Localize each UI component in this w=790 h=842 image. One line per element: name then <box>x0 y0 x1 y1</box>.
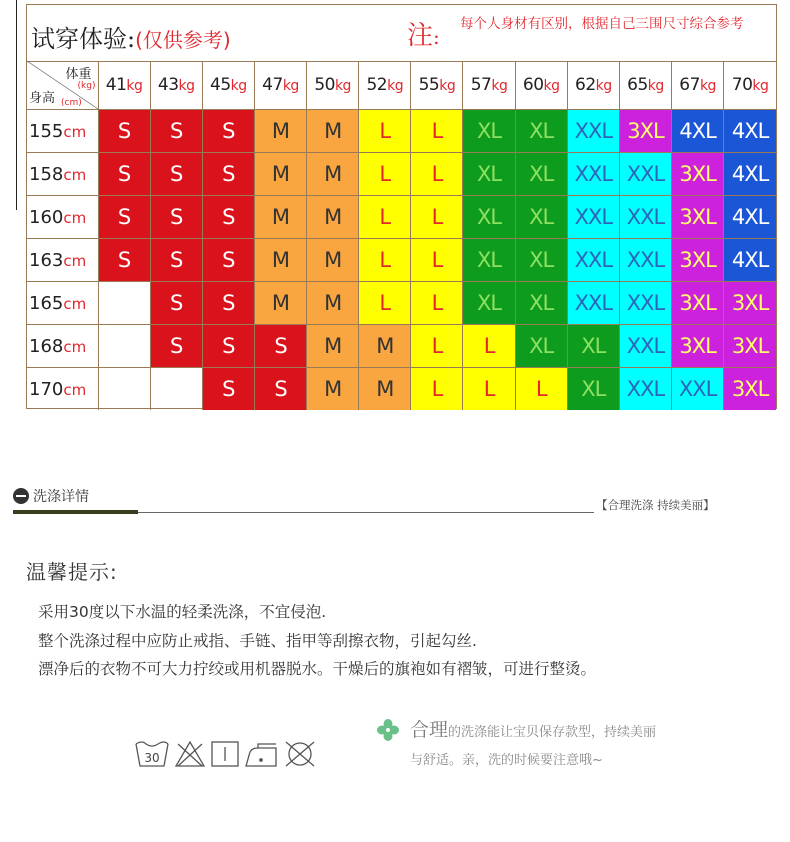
size-cell: L <box>515 368 567 411</box>
weight-value: 45 <box>210 75 231 95</box>
size-cell: XXL <box>567 153 619 196</box>
height-value: 168 <box>29 335 64 357</box>
care-symbols <box>134 736 320 772</box>
size-cell: L <box>411 153 463 196</box>
wash-temp-label: 30 <box>144 751 160 765</box>
size-cell: M <box>254 196 306 239</box>
size-cell: 3XL <box>619 110 671 153</box>
size-cell: M <box>307 239 359 282</box>
note-label <box>407 15 440 52</box>
size-cell: 3XL <box>672 196 724 239</box>
size-cell: XL <box>463 196 515 239</box>
chart-title-text: 试穿体验: <box>31 25 136 53</box>
size-cell: S <box>202 368 254 411</box>
weight-header-cell <box>254 61 306 110</box>
weight-unit: kg <box>543 78 560 94</box>
size-cell: XL <box>515 325 567 368</box>
size-cell: XL <box>567 368 619 411</box>
size-cell: S <box>150 325 202 368</box>
height-unit: cm <box>63 122 87 141</box>
corner-weight-unit: (kg) <box>77 81 96 91</box>
height-value: 165 <box>29 292 64 314</box>
height-header-cell <box>27 282 98 325</box>
size-cell: XXL <box>672 368 724 411</box>
size-cell: 3XL <box>672 153 724 196</box>
weight-header-cell <box>672 61 724 110</box>
weight-unit: kg <box>439 78 456 94</box>
weight-header-cell <box>724 61 776 110</box>
weight-unit: kg <box>595 78 612 94</box>
size-cell: XXL <box>567 110 619 153</box>
weight-header-cell <box>515 61 567 110</box>
care-note-emphasis: 合理 <box>410 719 449 741</box>
weight-value: 43 <box>157 75 179 95</box>
size-cell: 4XL <box>724 196 776 239</box>
weight-header-row <box>27 61 776 110</box>
size-cell: S <box>202 110 254 153</box>
size-row <box>27 325 776 368</box>
size-cell: S <box>202 239 254 282</box>
size-cell: XXL <box>567 196 619 239</box>
size-row <box>27 196 776 239</box>
weight-value: 60 <box>522 75 544 95</box>
size-cell: 4XL <box>724 110 776 153</box>
size-cell: XXL <box>567 239 619 282</box>
weight-unit: kg <box>230 78 247 94</box>
corner-height-unit: (cm) <box>61 98 82 108</box>
size-cell: L <box>411 368 463 411</box>
weight-header-cell <box>359 61 411 110</box>
size-cell: 3XL <box>672 239 724 282</box>
tips-title: 温馨提示: <box>26 560 118 584</box>
size-cell: S <box>254 325 306 368</box>
size-cell: XL <box>463 239 515 282</box>
care-note-line2: 与舒适。亲，洗的时候要注意哦~ <box>410 753 603 768</box>
size-cell: M <box>307 196 359 239</box>
weight-unit: kg <box>126 78 143 94</box>
size-cell: S <box>202 153 254 196</box>
size-cell: S <box>254 368 306 411</box>
weight-unit: kg <box>387 78 404 94</box>
left-divider <box>16 0 17 210</box>
size-cell: S <box>98 110 150 153</box>
size-cell: XL <box>463 153 515 196</box>
corner-height-label: 身高 <box>29 91 56 106</box>
size-cell: L <box>411 196 463 239</box>
size-cell: M <box>307 110 359 153</box>
note-colon: : <box>433 25 440 49</box>
height-header-cell <box>27 239 98 282</box>
weight-value: 57 <box>470 75 492 95</box>
height-unit: cm <box>63 208 87 227</box>
size-cell: M <box>254 282 306 325</box>
size-cell: S <box>150 282 202 325</box>
size-cell: L <box>359 239 411 282</box>
size-cell: M <box>307 325 359 368</box>
iron-icon <box>246 744 276 766</box>
size-cell: XXL <box>619 153 671 196</box>
height-value: 163 <box>29 249 64 271</box>
size-cell: M <box>359 368 411 411</box>
note-text: 每个人身材有区别，根据自己三围尺寸综合参考 <box>460 16 744 32</box>
weight-unit: kg <box>699 78 716 94</box>
corner-weight-label: 体重 <box>65 67 92 82</box>
size-row <box>27 153 776 196</box>
size-cell: S <box>98 153 150 196</box>
weight-value: 65 <box>627 75 648 95</box>
height-unit: cm <box>63 380 87 399</box>
size-cell: M <box>254 153 306 196</box>
size-cell: 3XL <box>672 282 724 325</box>
size-cell: XL <box>463 282 515 325</box>
size-cell: S <box>202 325 254 368</box>
size-cell: M <box>307 282 359 325</box>
height-unit: cm <box>63 337 87 356</box>
section-underline-accent <box>13 510 138 514</box>
size-cell: XL <box>515 282 567 325</box>
height-value: 160 <box>29 206 64 228</box>
size-cell: XXL <box>619 282 671 325</box>
height-unit: cm <box>63 165 87 184</box>
weight-header-cell <box>150 61 202 110</box>
size-cell: S <box>150 196 202 239</box>
size-cell: S <box>98 196 150 239</box>
section-underline <box>138 512 594 513</box>
wash-30-icon <box>136 742 168 766</box>
size-cell: L <box>463 325 515 368</box>
height-value: 155 <box>29 120 64 142</box>
size-row <box>27 282 776 325</box>
size-cell: L <box>463 368 515 411</box>
tip-line: 整个洗涤过程中应防止戒指、手链、指甲等刮擦衣物，引起勾丝. <box>38 632 477 650</box>
weight-unit: kg <box>178 78 195 94</box>
chart-subtitle: (仅供参考) <box>135 28 231 52</box>
height-value: 170 <box>29 378 64 400</box>
size-cell: M <box>307 153 359 196</box>
size-cell: M <box>254 110 306 153</box>
weight-value: 47 <box>262 75 283 95</box>
size-row <box>27 239 776 282</box>
size-cell: XL <box>515 110 567 153</box>
wash-section-title-text: 洗涤详情 <box>33 489 89 505</box>
size-cell: L <box>359 110 411 153</box>
size-chart-header <box>27 5 776 62</box>
height-header-cell <box>27 196 98 239</box>
size-cell: S <box>150 110 202 153</box>
clover-icon <box>376 718 400 742</box>
wash-slogan: 【合理洗涤 持续美丽】 <box>596 498 715 512</box>
weight-unit: kg <box>334 78 351 94</box>
size-cell: XL <box>515 153 567 196</box>
hang-dry-icon <box>212 742 238 766</box>
chart-title <box>31 19 231 54</box>
height-header-cell <box>27 153 98 196</box>
size-cell: 4XL <box>724 153 776 196</box>
no-bleach-icon <box>176 742 204 766</box>
weight-header-cell <box>307 61 359 110</box>
size-cell: XL <box>463 110 515 153</box>
size-cell <box>98 325 150 368</box>
weight-value: 52 <box>366 75 388 95</box>
size-grid <box>27 61 776 410</box>
size-row <box>27 368 776 411</box>
size-cell: XXL <box>619 325 671 368</box>
size-cell: L <box>411 282 463 325</box>
weight-unit: kg <box>491 78 508 94</box>
care-note <box>410 716 656 775</box>
size-cell: 3XL <box>724 325 776 368</box>
weight-value: 55 <box>418 75 440 95</box>
size-cell: 4XL <box>724 239 776 282</box>
weight-header-cell <box>619 61 671 110</box>
weight-header-cell <box>98 61 150 110</box>
weight-value: 70 <box>731 75 753 95</box>
weight-header-cell <box>463 61 515 110</box>
size-cell: L <box>411 325 463 368</box>
size-cell: S <box>98 239 150 282</box>
weight-value: 41 <box>105 75 127 95</box>
care-note-line1: 的洗涤能让宝贝保存款型，持续美丽 <box>448 725 657 740</box>
weight-value: 62 <box>575 75 596 95</box>
size-cell: M <box>359 325 411 368</box>
weight-unit: kg <box>752 78 769 94</box>
weight-unit: kg <box>282 78 299 94</box>
size-cell: XL <box>567 325 619 368</box>
size-cell <box>150 368 202 411</box>
height-header-cell <box>27 110 98 153</box>
size-cell: S <box>202 196 254 239</box>
size-cell: S <box>202 282 254 325</box>
tip-line: 漂净后的衣物不可大力拧绞或用机器脱水。干燥后的旗袍如有褶皱，可进行整烫。 <box>38 660 597 678</box>
size-cell: L <box>359 282 411 325</box>
tip-line: 采用30度以下水温的轻柔洗涤，不宜侵泡. <box>38 603 327 621</box>
size-cell: XL <box>515 196 567 239</box>
note-label-text: 注 <box>407 21 434 51</box>
size-cell: M <box>307 368 359 411</box>
size-chart <box>26 4 777 409</box>
corner-cell <box>27 61 98 110</box>
height-value: 158 <box>29 163 64 185</box>
height-header-cell <box>27 325 98 368</box>
size-cell: XXL <box>619 239 671 282</box>
weight-header-cell <box>411 61 463 110</box>
size-row <box>27 110 776 153</box>
weight-value: 67 <box>679 75 700 95</box>
weight-header-cell <box>202 61 254 110</box>
size-cell <box>98 368 150 411</box>
height-unit: cm <box>63 251 87 270</box>
size-cell: L <box>411 239 463 282</box>
size-cell: S <box>150 239 202 282</box>
size-cell: XXL <box>619 196 671 239</box>
weight-value: 50 <box>314 75 335 95</box>
size-cell: S <box>150 153 202 196</box>
wash-section-title <box>13 486 89 506</box>
size-cell: 4XL <box>672 110 724 153</box>
size-cell: L <box>411 110 463 153</box>
size-cell: 3XL <box>672 325 724 368</box>
weight-unit: kg <box>647 78 664 94</box>
height-header-cell <box>27 368 98 411</box>
size-cell: XL <box>515 239 567 282</box>
height-unit: cm <box>63 294 87 313</box>
size-cell: 3XL <box>724 282 776 325</box>
size-cell: L <box>359 153 411 196</box>
no-dry-clean-icon <box>286 742 314 766</box>
size-cell: 3XL <box>724 368 776 411</box>
size-cell: M <box>254 239 306 282</box>
size-cell: XXL <box>567 282 619 325</box>
size-cell <box>98 282 150 325</box>
size-cell: XXL <box>619 368 671 411</box>
size-cell: L <box>359 196 411 239</box>
weight-header-cell <box>567 61 619 110</box>
